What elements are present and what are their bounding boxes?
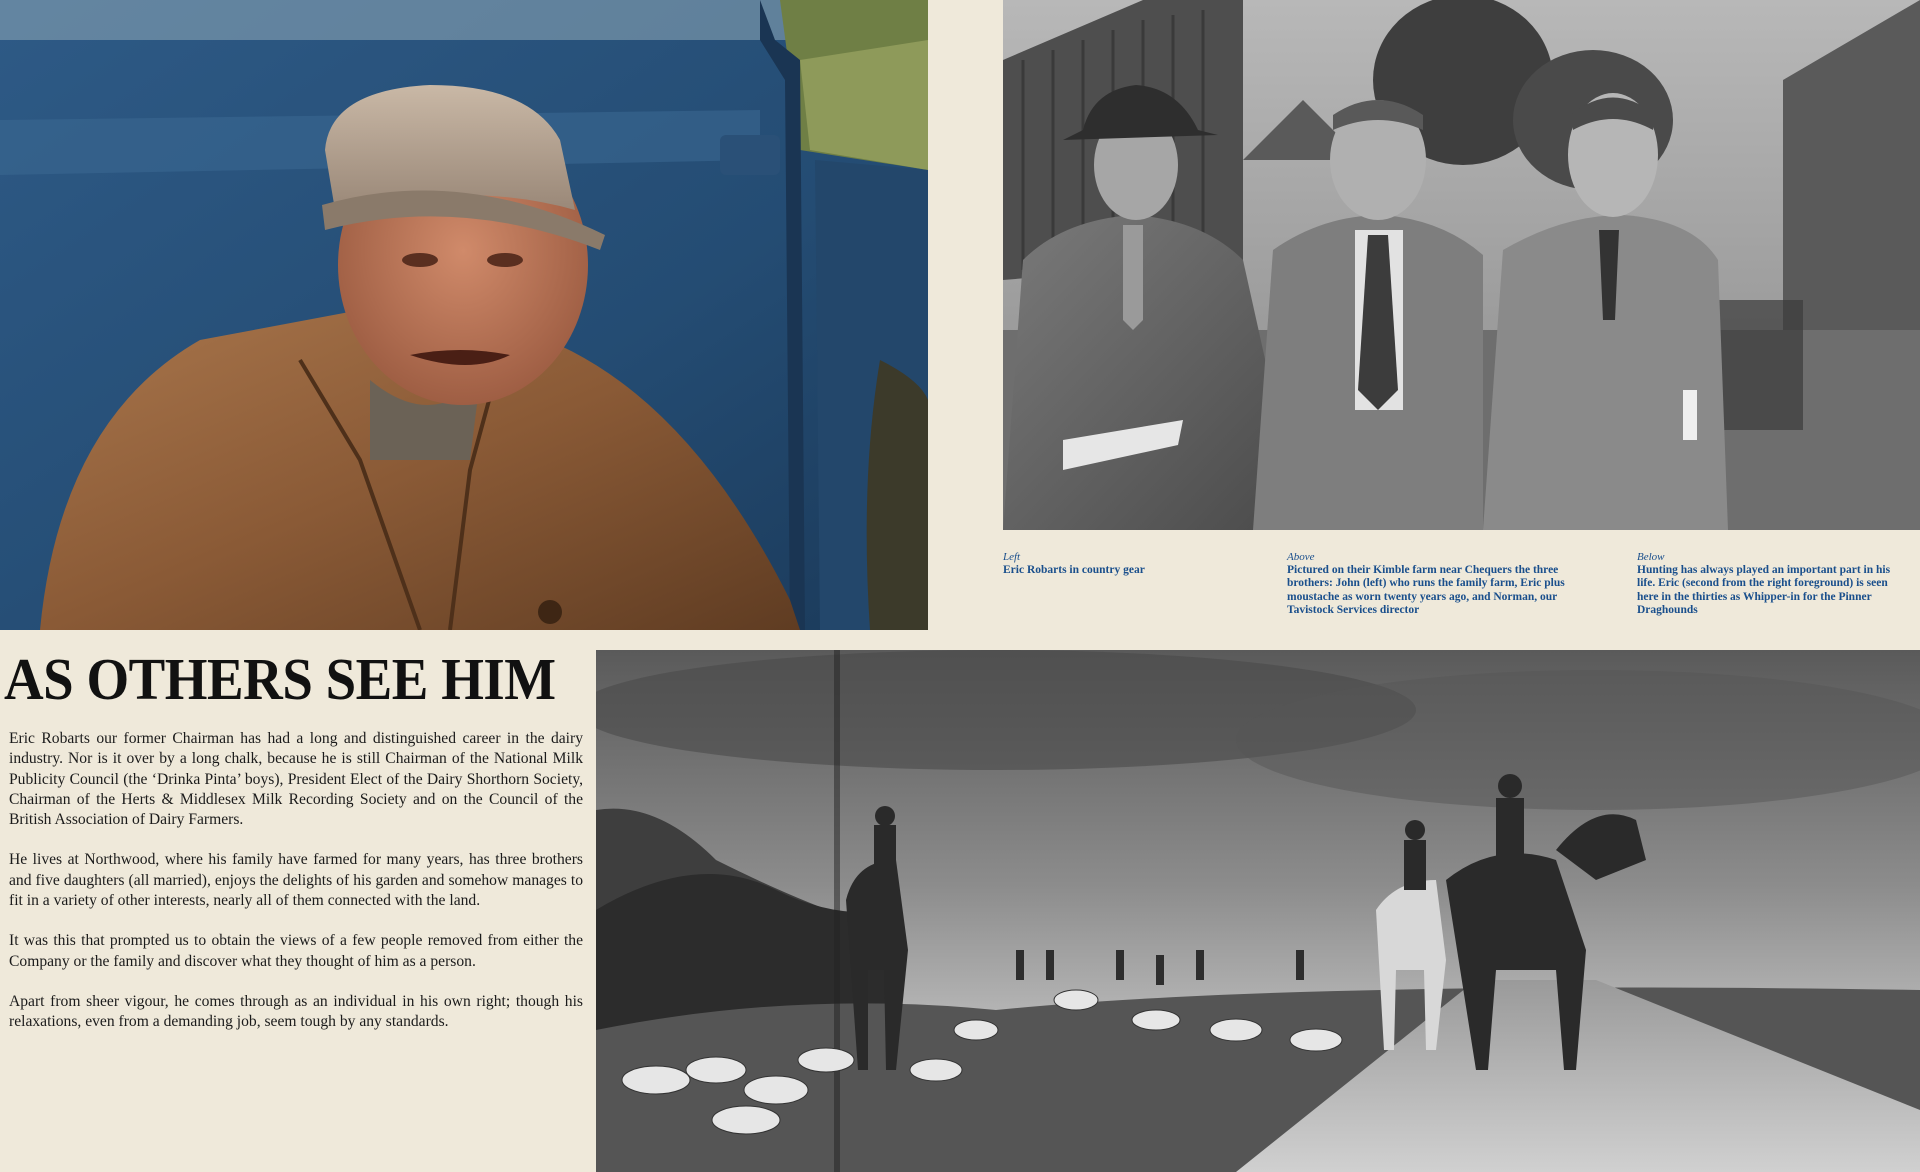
portrait-photo — [0, 0, 928, 630]
brothers-photo — [1003, 0, 1920, 530]
caption-above-tag: Above — [1287, 551, 1315, 563]
caption-left-tag: Left — [1003, 551, 1021, 563]
caption-left — [1003, 551, 1303, 577]
article-body — [9, 729, 583, 1053]
article-paragraph: It was this that prompted us to obtain the views of a few people removed from either the Company or the family and discover what they thought of him as a person. — [9, 932, 583, 970]
caption-left-text: Eric Robarts in country gear — [1003, 564, 1145, 577]
caption-below-tag: Below — [1637, 551, 1665, 563]
article-headline: AS OTHERS SEE HIM — [4, 646, 556, 712]
caption-below-text: Hunting has always played an important part in his life. Eric (second from the right foreground) is seen here in the thirties as Whipper-in for the Pinner Draghounds — [1637, 564, 1891, 616]
hunting-photo — [596, 650, 1920, 1172]
caption-below — [1637, 551, 1907, 617]
caption-above — [1287, 551, 1587, 617]
article-paragraph: Apart from sheer vigour, he comes through as an individual in his own right; though his relaxations, even from a demanding job, seem tough by any standards. — [9, 992, 583, 1031]
article-paragraph: Eric Robarts our former Chairman has had a long and distinguished career in the dairy industry. Nor is it over by a long chalk, because he is still Chairman of the National Milk Publicity Council (the ‘Drinka Pinta’ boys), President Elect of the Dairy Shorthorn Society, Chairman of the Herts & Middlesex Milk Recording Society and on the Council of the British Association of Dairy Farmers. — [9, 730, 583, 829]
article-paragraph: He lives at Northwood, where his family have farmed for many years, has three brothers and five daughters (all married), enjoys the delights of his garden and somehow manages to fit in a variety of other interests, nearly all of them connected with the land. — [9, 851, 583, 910]
caption-above-text: Pictured on their Kimble farm near Chequers the three brothers: John (left) who runs the family farm, Eric plus moustache as worn twenty years ago, and Norman, our Tavistock Services director — [1287, 564, 1565, 616]
